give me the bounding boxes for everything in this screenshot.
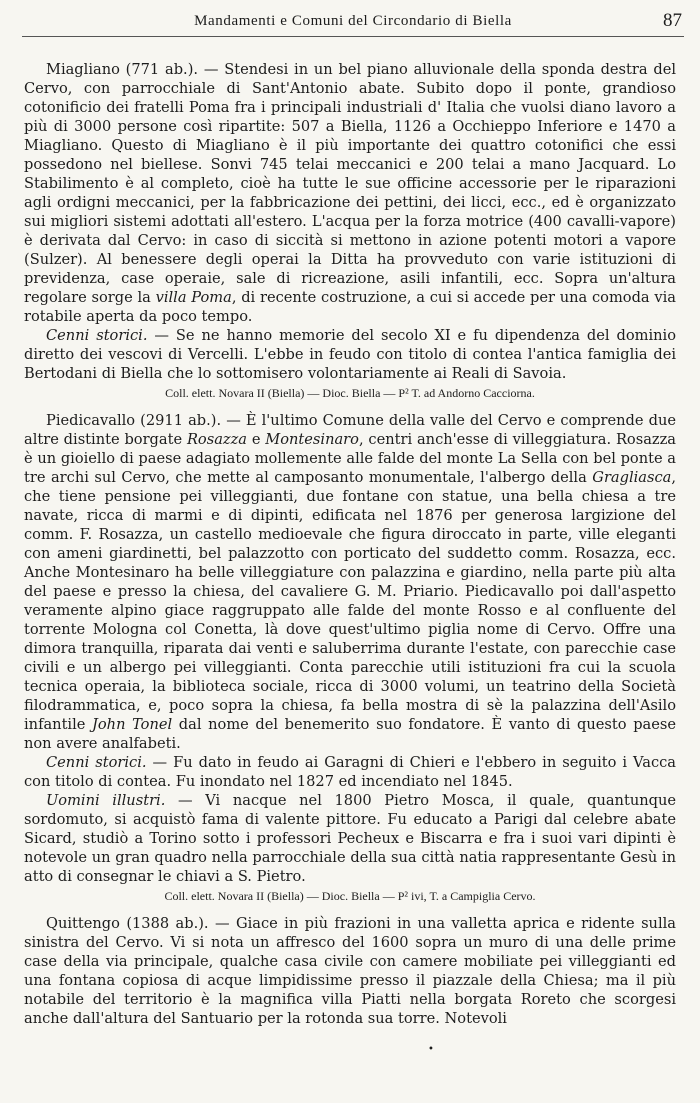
entry-quittengo [24,914,676,1028]
entry-paragraph: Miagliano (771 ab.). — Stendesi in un bel piano alluvionale della sponda destra del Cervo, con parrocchiale di Sant'Antonio abate. Subito dopo il ponte, grandioso cotonificio dei fratelli Poma fra i principali industriali d' Italia che vuolsi diano lavoro a più di 3000 persone così ripartite: 507 a Biella, 1126 a Occhieppo Inferiore e 1470 a Miagliano. Questo di Miagliano è il più importante dei quattro cotonifici che essi possedono nel biellese. Sonvi 745 telai meccanici e 200 telai a mano Jacquard. Lo Stabilimento è al completo, cioè ha tutte le sue officine accessorie per le riparazioni agli ordigni meccanici, per la fabbricazione dei pettini, dei licci, ecc., ed è organizzato sui migliori sistemi adottati all'estero. L'acqua per la forza motrice (400 cavalli-vapore) è derivata dal Cervo: in caso di siccità si mettono in azione potenti motori a vapore (Sulzer). Al benessere degli operai la Ditta ha provveduto con varie istituzioni di previdenza, case operaie, sale di ricreazione, asili infantili, ecc. Sopra un'altura regolare sorge la villa Poma, di recente costruzione, a cui si accede per una comoda via rotabile aperta da poco tempo. [24,61,677,325]
header-title: Mandamenti e Comuni del Circondario di Biella [194,13,512,29]
entry-name: Quittengo [46,915,120,932]
notable-people: Uomini illustri. — Vi nacque nel 1800 Pietro Mosca, il quale, quantunque sordomuto, si acquistò fama di valente pittore. Fu educato a Parigi dal celebre abate Sicard, studiò a Torino sotto i professori Pecheux e Biscarra e fra i suoi vari dipinti è notevole un gran quadro nella parrocchiale della sua città natia rappresentante Gesù in atto di consegnar le chiavi a S. Pietro. [24,792,676,885]
subsection-label: Cenni storici. [46,327,148,344]
entry-name: Piedicavallo [46,412,136,429]
electoral-footer: Coll. elett. Novara II (Biella) — Dioc. Biella — P² ivi, T. a Campiglia Cervo. [164,889,536,903]
entry-paragraph: Quittengo (1388 ab.). — Giace in più frazioni in una valletta aprica e ridente sulla sinistra del Cervo. Vi si nota un affresco del 1600 sopra un muro di una delle prime case della via principale, qualche casa civile con camere mobiliate pei villeggianti ed una fontana copiosa di acque limpidissime presso il piazzale della Chiesa; ma il più notabile del territorio è la magnifica villa Piatti nella borgata Roreto che scorgesi anche dall'altura del Santuario per la rotonda sua torre. Notevoli [24,915,676,1027]
entry-name: Miagliano [46,61,120,78]
historical-notes: Cenni storici. — Se ne hanno memorie del secolo XI e fu dipendenza del dominio diretto dei vescovi di Vercelli. L'ebbe in feudo con titolo di contea l'antica famiglia dei Bertodani di Biella che lo sottomisero volontariamente ai Reali di Savoia. [24,327,676,382]
entry-population: (771 ab.). [125,61,199,78]
entry-miagliano [24,60,676,401]
page-body [24,60,676,1028]
print-mark: • [428,1044,434,1055]
entry-piedicavallo [24,411,676,904]
historical-notes: Cenni storici. — Fu dato in feudo ai Garagni di Chieri e l'ebbero in seguito i Vacca con titolo di contea. Fu inondato nel 1827 ed incendiato nel 1845. [24,754,677,790]
subsection-label: Uomini illustri. [46,792,166,809]
page-number: 87 [663,10,682,31]
running-header [22,10,684,37]
electoral-footer: Coll. elett. Novara II (Biella) — Dioc. Biella — P² T. ad Andorno Cacciorna. [165,386,535,400]
entry-population: (1388 ab.). [126,915,209,932]
entry-population: (2911 ab.). [140,412,222,429]
entry-paragraph: Piedicavallo (2911 ab.). — È l'ultimo Comune della valle del Cervo e comprende due altre distinte borgate Rosazza e Montesinaro, centri anch'esse di villeggiatura. Rosazza è un gioiello di paese adagiato mollemente alle falde del monte La Sella con bel ponte a tre archi sul Cervo, che mette al camposanto monumentale, l'albergo della Gragliasca, che tiene pensione pei villeggianti, due fontane con statue, una bella chiesa a tre navate, ricca di marmi e di dipinti, edificata nel 1876 per generosa largizione del comm. F. Rosazza, un castello medioevale che figura diroccato in parte, ville eleganti con ameni giardinetti, bel palazzotto con porticato del suddetto comm. Rosazza, ecc. Anche Montesinaro ha belle villeggiature con palazzina e giardino, nella parte più alta del paese e presso la chiesa, del cavaliere G. M. Priario. Piedicavallo poi dall'aspetto veramente alpino giace raggruppato alle falde del monte Rosso e al confluente del torrente Mologna col Conetta, là dove quest'ultimo piglia nome di Cervo. Offre una dimora tranquilla, riparata dai venti e saluberrima durante l'estate, con parecchie case civili e un albergo pei villeggianti. Conta parecchie utili istituzioni fra cui la scuola tecnica operaia, la biblioteca sociale, ricca di 3000 volumi, un teatrino della Società filodrammatica, e, poco sopra la chiesa, fa bella mostra di sè la palazzina dell'Asilo infantile John Tonel dal nome del benemerito suo fondatore. È vanto di questo paese non avere analfabeti. [24,412,677,752]
subsection-label: Cenni storici. [46,754,147,771]
